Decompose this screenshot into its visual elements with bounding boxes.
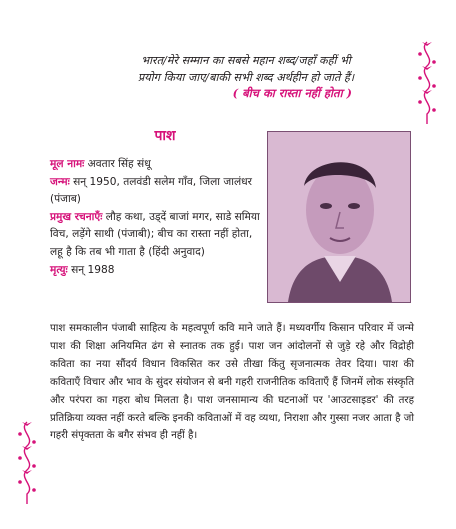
works-row	[50, 209, 260, 262]
quote-line-1: भारत/मेरे सम्मान का सबसे महान शब्द/जहाँ कहीं भी	[141, 54, 351, 67]
poet-name-heading: पाश	[154, 128, 176, 144]
death-label: मृत्युः	[50, 263, 68, 276]
poet-introduction-paragraph: पाश समकालीन पंजाबी साहित्य के महत्वपूर्ण कवि माने जाते हैं। मध्यवर्गीय किसान परिवार में जन्मे पाश की शिक्षा अनियमित ढंग से स्नातक तक हुई। पाश जन आंदोलनों से जुड़े रहे और विद्रोही कविता का नया सौंदर्य विधान विकसित कर उसे तीखा किंतु सृजनात्मक तेवर दिया। पाश की कविताएँ विचार और भाव के सुंदर संयोजन से बनी गहरी राजनीतिक कविताएँ हैं जिनमें लोक संस्कृति और परंपरा का गहरा बोध मिलता है। पाश जनसामान्य की घटनाओं पर 'आउटसाइडर' की तरह प्रतिक्रिया व्यक्त नहीं करते बल्कि इनकी कविताओं में वह व्यथा, निराशा और गुस्सा नजर आता है जो गहरी संपृक्तता के बगैर संभव ही नहीं है।	[50, 323, 414, 442]
poet-portrait-photo	[267, 131, 411, 303]
birth-label: जन्मः	[50, 175, 70, 188]
original-name-label: मूल नामः	[50, 158, 85, 170]
poet-biography	[50, 156, 260, 279]
epigraph-quote	[96, 52, 396, 86]
works-label: प्रमुख रचनाएँः	[50, 210, 103, 223]
floral-ornament-top-right	[414, 40, 440, 126]
original-name-value: अवतार सिंह संधू	[84, 158, 151, 170]
original-name-row	[50, 156, 260, 174]
death-row	[50, 262, 260, 280]
quote-source: ( बीच का रास्ता नहीं होता )	[232, 86, 352, 100]
quote-line-2: प्रयोग किया जाए/बाकी सभी शब्द अर्थहीन हो जाते हैं।	[137, 71, 355, 84]
death-value: सन् 1988	[67, 263, 115, 276]
floral-ornament-bottom-left	[14, 420, 40, 506]
birth-value: सन् 1950, तलवंडी सलेम गाँव, जिला जालंधर (पंजाब)	[50, 175, 252, 206]
birth-row	[50, 174, 260, 209]
works-value: लौह कथा, उड्दें बाजां मगर, साडे समिया विच, लड़ेंगे साथी (पंजाबी); बीच का रास्ता नहीं होता, लहू है कि तब भी गाता है (हिंदी अनुवाद)	[50, 210, 260, 258]
